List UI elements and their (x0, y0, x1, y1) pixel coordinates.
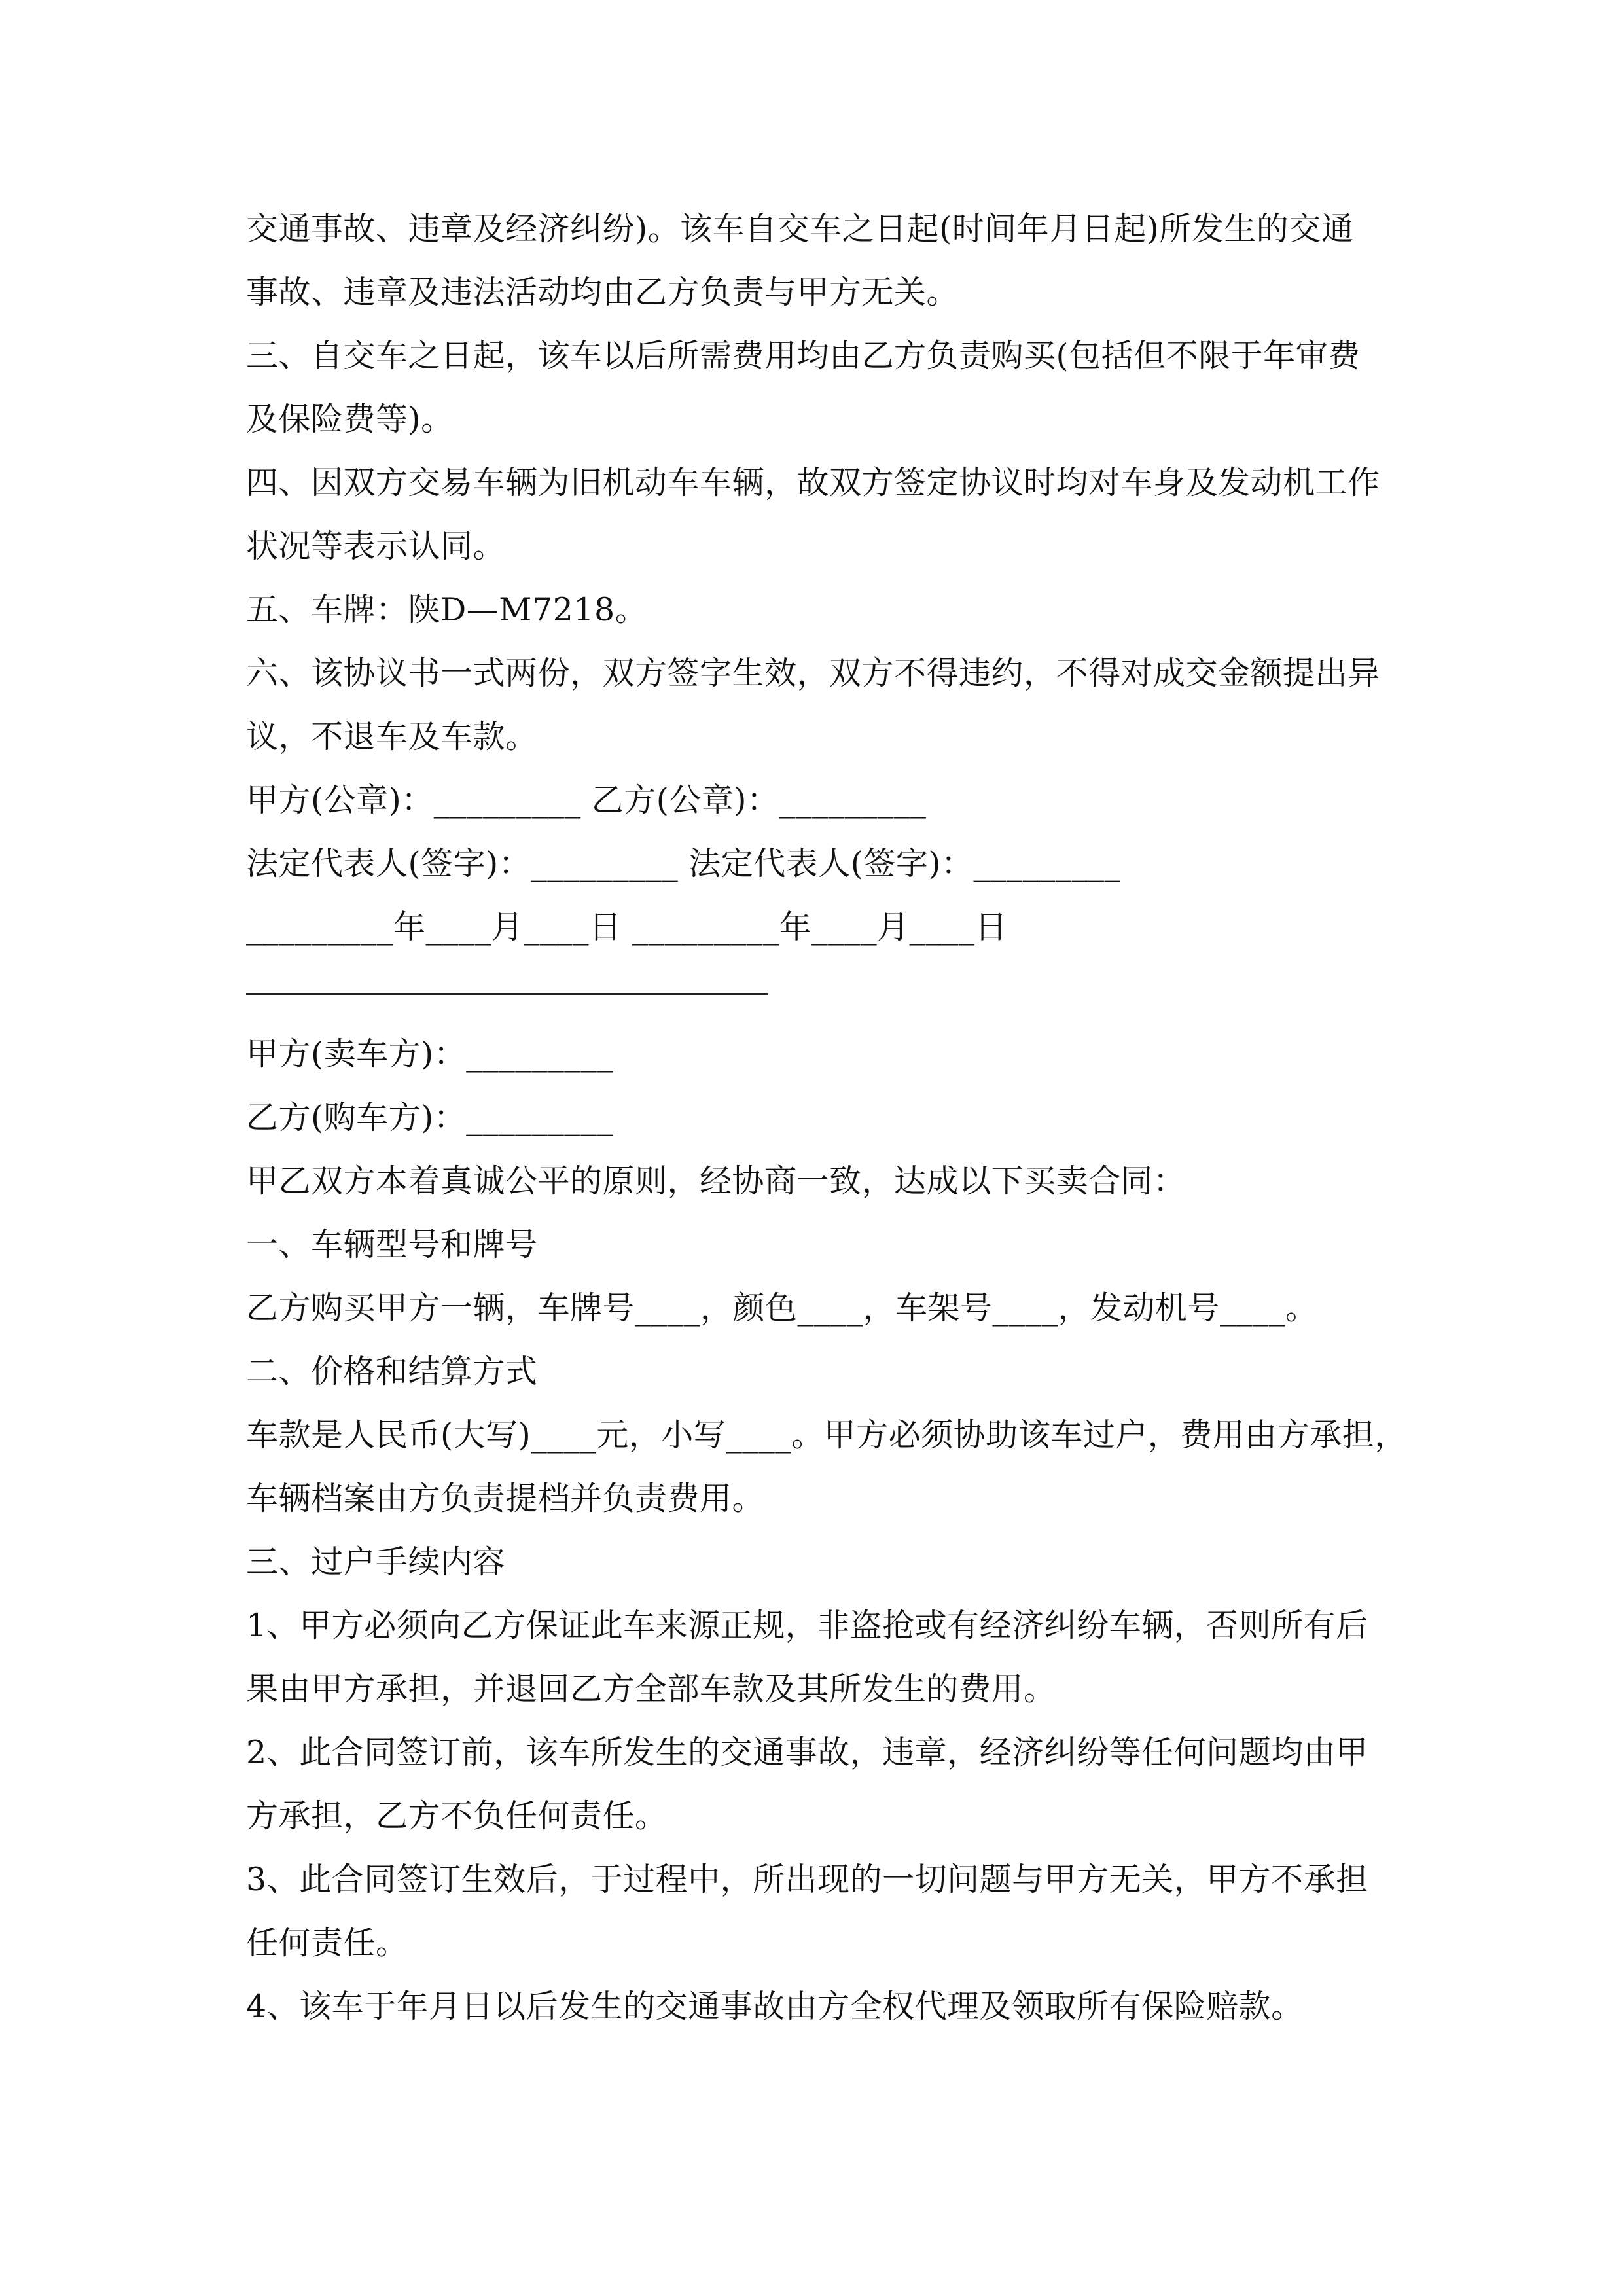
paragraph-line: 四、因双方交易车辆为旧机动车车辆，故双方签定协议时均对车身及发动机工作 (246, 464, 1380, 501)
paragraph-line: 4、该车于年月日以后发生的交通事故由方全权代理及领取所有保险赔款。 (246, 1988, 1304, 2025)
buyer-line: 乙方(购车方)：_________ (246, 1099, 614, 1136)
paragraph-line: 甲乙双方本着真诚公平的原则，经协商一致，达成以下买卖合同： (246, 1162, 1186, 1200)
paragraph-line: 乙方购买甲方一辆，车牌号____，颜色____，车架号____，发动机号____。 (246, 1289, 1318, 1327)
paragraph-line: 果由甲方承担，并退回乙方全部车款及其所发生的费用。 (246, 1670, 1056, 1708)
paragraph-line: 三、自交车之日起，该车以后所需费用均由乙方负责购买(包括但不限于年审费 (246, 337, 1361, 374)
seller-line: 甲方(卖车方)：_________ (246, 1035, 614, 1073)
paragraph-line: 2、此合同签订前，该车所发生的交通事故，违章，经济纠纷等任何问题均由甲 (246, 1734, 1368, 1771)
paragraph-line: 任何责任。 (246, 1924, 408, 1962)
paragraph-line: 交通事故、违章及经济纠纷)。该车自交车之日起(时间年月日起)所发生的交通 (246, 210, 1354, 247)
signature-line-seal: 甲方(公章)：_________ 乙方(公章)：_________ (246, 781, 927, 819)
section-heading: 二、价格和结算方式 (246, 1353, 538, 1390)
paragraph-line: 状况等表示认同。 (246, 528, 506, 565)
section-heading: 一、车辆型号和牌号 (246, 1226, 538, 1263)
signature-line-date: _________年____月____日 _________年____月____日 (246, 908, 1008, 946)
paragraph-line: 1、甲方必须向乙方保证此车来源正规，非盗抢或有经济纠纷车辆，否则所有后 (246, 1607, 1368, 1644)
paragraph-line: 五、车牌：陕D—M7218。 (246, 591, 648, 628)
section-divider (246, 993, 768, 995)
paragraph-line: 及保险费等)。 (246, 401, 454, 438)
paragraph-line: 方承担，乙方不负任何责任。 (246, 1797, 668, 1835)
paragraph-line: 事故、违章及违法活动均由乙方负责与甲方无关。 (246, 274, 959, 311)
section-heading: 三、过户手续内容 (246, 1543, 506, 1581)
paragraph-line: 车款是人民币(大写)____元，小写____。甲方必须协助该车过户，费用由方承担， (246, 1416, 1407, 1454)
paragraph-line: 六、该协议书一式两份，双方签字生效，双方不得违约，不得对成交金额提出异 (246, 655, 1380, 692)
paragraph-line: 车辆档案由方负责提档并负责费用。 (246, 1480, 765, 1517)
paragraph-line: 3、此合同签订生效后，于过程中，所出现的一切问题与甲方无关，甲方不承担 (246, 1861, 1368, 1898)
paragraph-line: 议，不退车及车款。 (246, 718, 538, 755)
signature-line-representative: 法定代表人(签字)：_________ 法定代表人(签字)：_________ (246, 845, 1121, 882)
